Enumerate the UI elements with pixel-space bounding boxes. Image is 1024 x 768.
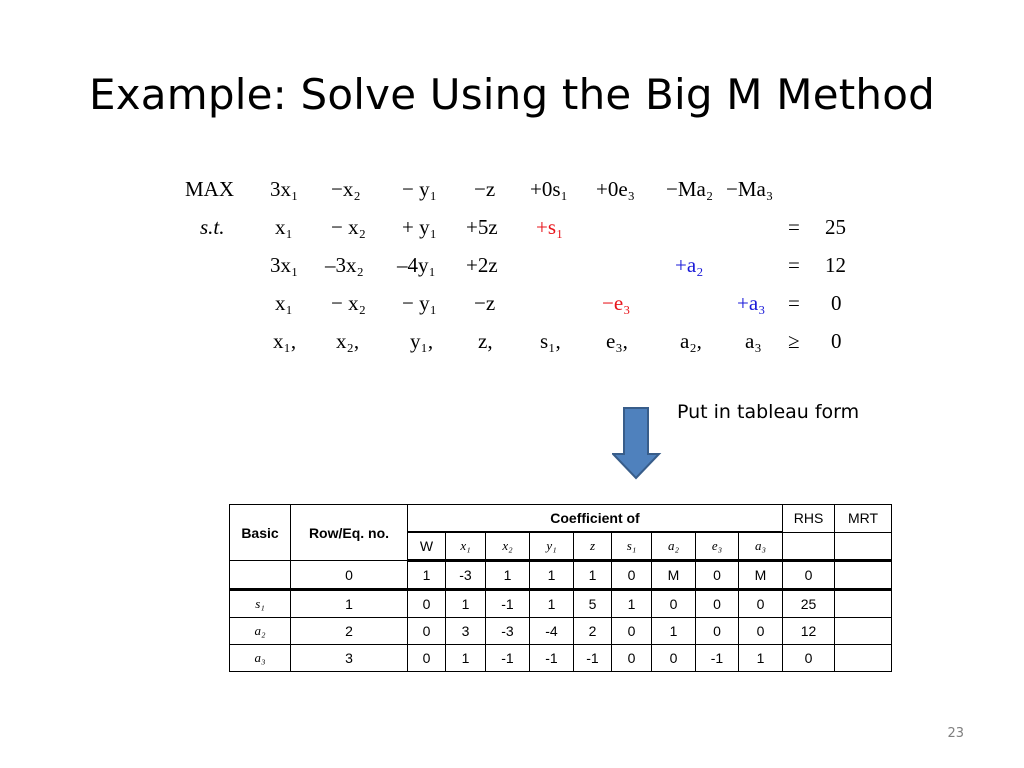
nn-term-3: y₁, [410,329,434,353]
row2-number: 2 [291,618,408,645]
header-rhs: RHS [783,505,835,533]
row0-coef-z: 1 [574,561,612,590]
obj-term-6: +0e₃ [596,177,635,201]
var-header-a3: a₃ [739,532,783,561]
row1-coef-y1: 1 [530,590,574,618]
table-row [230,561,892,590]
c1-term-1: x₁ [275,215,293,239]
row3-coef-w: 0 [408,645,446,672]
row2-coef-w: 0 [408,618,446,645]
simplex-tableau [229,504,892,672]
row0-number: 0 [291,561,408,590]
row3-basic: a₃ [230,645,291,672]
st-label: s.t. [200,215,225,239]
row3-coef-x1: 1 [446,645,486,672]
row1-rhs: 25 [783,590,835,618]
c1-term-2: − x₂ [331,215,366,239]
c1-rhs: 25 [825,215,846,239]
c1-term-5: +s₁ [536,215,564,239]
obj-term-5: +0s₁ [530,177,568,201]
tableau-note: Put in tableau form [677,401,860,423]
nn-term-5: s₁, [540,329,561,353]
header-coefficient-of: Coefficient of [408,505,783,533]
row1-basic: s₁ [230,590,291,618]
nn-term-4: z, [478,329,493,353]
row0-coef-e3: 0 [696,561,739,590]
mrt-blank [835,532,892,561]
nn-term-2: x₂, [336,329,360,353]
row0-coef-w: 1 [408,561,446,590]
row0-coef-a2: M [652,561,696,590]
row2-coef-y1: -4 [530,618,574,645]
row0-coef-y1: 1 [530,561,574,590]
c3-term-2: − x₂ [331,291,366,315]
row2-coef-x2: -3 [486,618,530,645]
row1-coef-x1: 1 [446,590,486,618]
row2-mrt [835,618,892,645]
var-header-x1: x₁ [446,532,486,561]
row3-number: 3 [291,645,408,672]
c2-rel: = [788,253,800,277]
row2-rhs: 12 [783,618,835,645]
header-basic: Basic [230,505,291,561]
var-header-z: z [574,532,612,561]
c2-term-5: +a₂ [675,253,704,277]
var-header-e3: e₃ [696,532,739,561]
row1-mrt [835,590,892,618]
var-header-x2: x₂ [486,532,530,561]
down-arrow-icon [612,406,662,480]
c2-term-2: –3x₂ [325,253,364,277]
c2-rhs: 12 [825,253,846,277]
row2-coef-z: 2 [574,618,612,645]
row3-mrt [835,645,892,672]
row2-coef-s1: 0 [612,618,652,645]
row1-coef-a3: 0 [739,590,783,618]
row3-coef-a2: 0 [652,645,696,672]
obj-term-7: −Ma₂ [666,177,714,201]
row0-coef-a3: M [739,561,783,590]
row0-rhs: 0 [783,561,835,590]
row1-coef-e3: 0 [696,590,739,618]
c3-term-4: −z [474,291,496,315]
row3-coef-e3: -1 [696,645,739,672]
c3-rel: = [788,291,800,315]
var-header-s1: s₁ [612,532,652,561]
table-row [230,590,892,618]
row1-coef-w: 0 [408,590,446,618]
row2-coef-a2: 1 [652,618,696,645]
row3-coef-s1: 0 [612,645,652,672]
c2-term-3: –4y₁ [397,253,436,277]
row1-coef-x2: -1 [486,590,530,618]
obj-term-8: −Ma₃ [726,177,774,201]
page-number: 23 [947,726,964,741]
c3-term-1: x₁ [275,291,293,315]
c2-term-1: 3x₁ [270,253,299,277]
nn-term-1: x₁, [273,329,297,353]
obj-term-1: 3x₁ [270,177,299,201]
rhs-blank [783,532,835,561]
row3-coef-z: -1 [574,645,612,672]
c2-term-4: +2z [466,253,498,277]
obj-term-3: − y₁ [402,177,437,201]
obj-term-2: −x₂ [331,177,361,201]
header-row-eq: Row/Eq. no. [291,505,408,561]
row0-coef-s1: 0 [612,561,652,590]
row1-number: 1 [291,590,408,618]
row2-basic: a₂ [230,618,291,645]
c1-term-4: +5z [466,215,498,239]
c3-term-5: −e₃ [602,291,631,315]
row0-coef-x2: 1 [486,561,530,590]
row1-coef-a2: 0 [652,590,696,618]
row0-coef-x1: -3 [446,561,486,590]
nn-term-6: e₃, [606,329,628,353]
slide-title: Example: Solve Using the Big M Method [89,70,935,119]
nn-rhs: 0 [831,329,842,353]
row1-coef-s1: 1 [612,590,652,618]
row0-mrt [835,561,892,590]
var-header-y1: y₁ [530,532,574,561]
c3-rhs: 0 [831,291,842,315]
row0-basic [230,561,291,590]
c1-term-3: + y₁ [402,215,437,239]
var-header-a2: a₂ [652,532,696,561]
table-row [230,618,892,645]
c3-term-6: +a₃ [737,291,766,315]
row3-coef-y1: -1 [530,645,574,672]
row3-coef-a3: 1 [739,645,783,672]
nn-rel: ≥ [788,329,800,353]
header-mrt: MRT [835,505,892,533]
table-row [230,645,892,672]
row2-coef-x1: 3 [446,618,486,645]
nn-term-8: a₃ [745,329,762,353]
objective-label: MAX [185,177,235,201]
c1-rel: = [788,215,800,239]
row3-rhs: 0 [783,645,835,672]
c3-term-3: − y₁ [402,291,437,315]
row2-coef-e3: 0 [696,618,739,645]
nn-term-7: a₂, [680,329,702,353]
row2-coef-a3: 0 [739,618,783,645]
row1-coef-z: 5 [574,590,612,618]
row3-coef-x2: -1 [486,645,530,672]
obj-term-4: −z [474,177,496,201]
var-header-w: W [408,532,446,561]
